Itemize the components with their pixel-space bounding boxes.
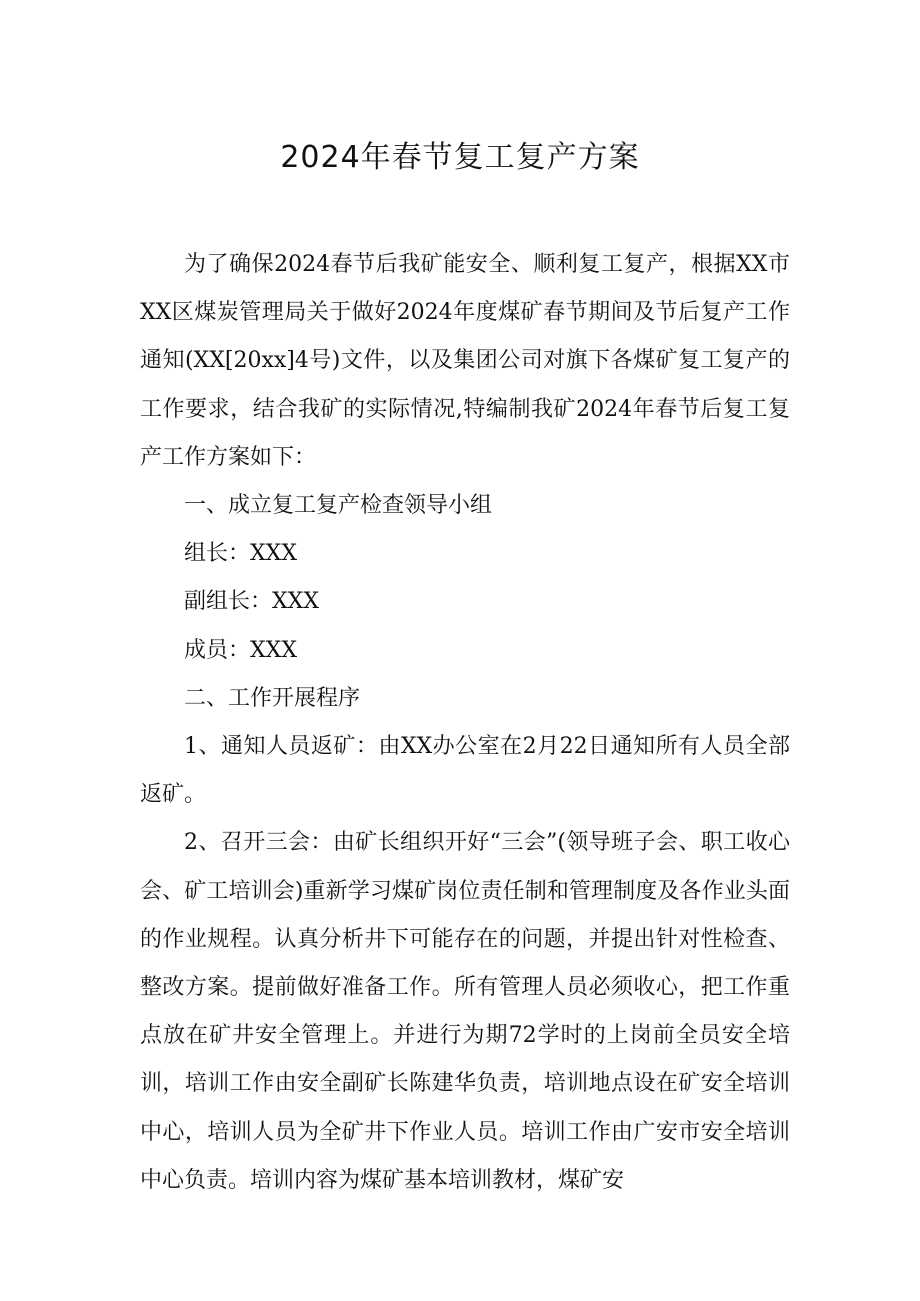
procedure-item-2: 2、召开三会：由矿长组织开好“三会”(领导班子会、职工收心会、矿工培训会)重新学习煤矿岗位责任制和管理制度及各作业头面的作业规程。认真分析井下可能存在的问题，并提出针对性检查、整改方案。提前做好准备工作。所有管理人员必须收心，把工作重点放在矿井安全管理上。并进行为期72学时的上岗前全员安全培训，培训工作由安全副矿长陈建华负责，培训地点设在矿安全培训中心，培训人员为全矿井下作业人员。培训工作由广安市安全培训中心负责。培训内容为煤矿基本培训教材，煤矿安 — [140, 830, 790, 1193]
procedure-item-1: 1、通知人员返矿：由XX办公室在2月22日通知所有人员全部返矿。 — [140, 734, 790, 808]
document-body — [140, 241, 790, 1205]
intro-paragraph: 为了确保2024春节后我矿能安全、顺利复工复产，根据XX市XX区煤炭管理局关于做好2024年度煤矿春节期间及节后复产工作通知(XX[20xx]4号)文件，以及集团公司对旗下各煤矿复工复产的工作要求，结合我矿的实际情况,特编制我矿2024年春节后复工复产工作方案如下： — [140, 252, 790, 470]
section-heading-leadership-group: 一、成立复工复产检查领导小组 — [184, 493, 493, 519]
document-title: 2024年春节复工复产方案 — [280, 140, 640, 175]
deputy-leader-line: 副组长：XXX — [184, 589, 319, 615]
members-line: 成员：XXX — [184, 637, 297, 663]
group-leader-line: 组长：XXX — [184, 541, 297, 567]
section-heading-work-procedure: 二、工作开展程序 — [184, 685, 361, 711]
